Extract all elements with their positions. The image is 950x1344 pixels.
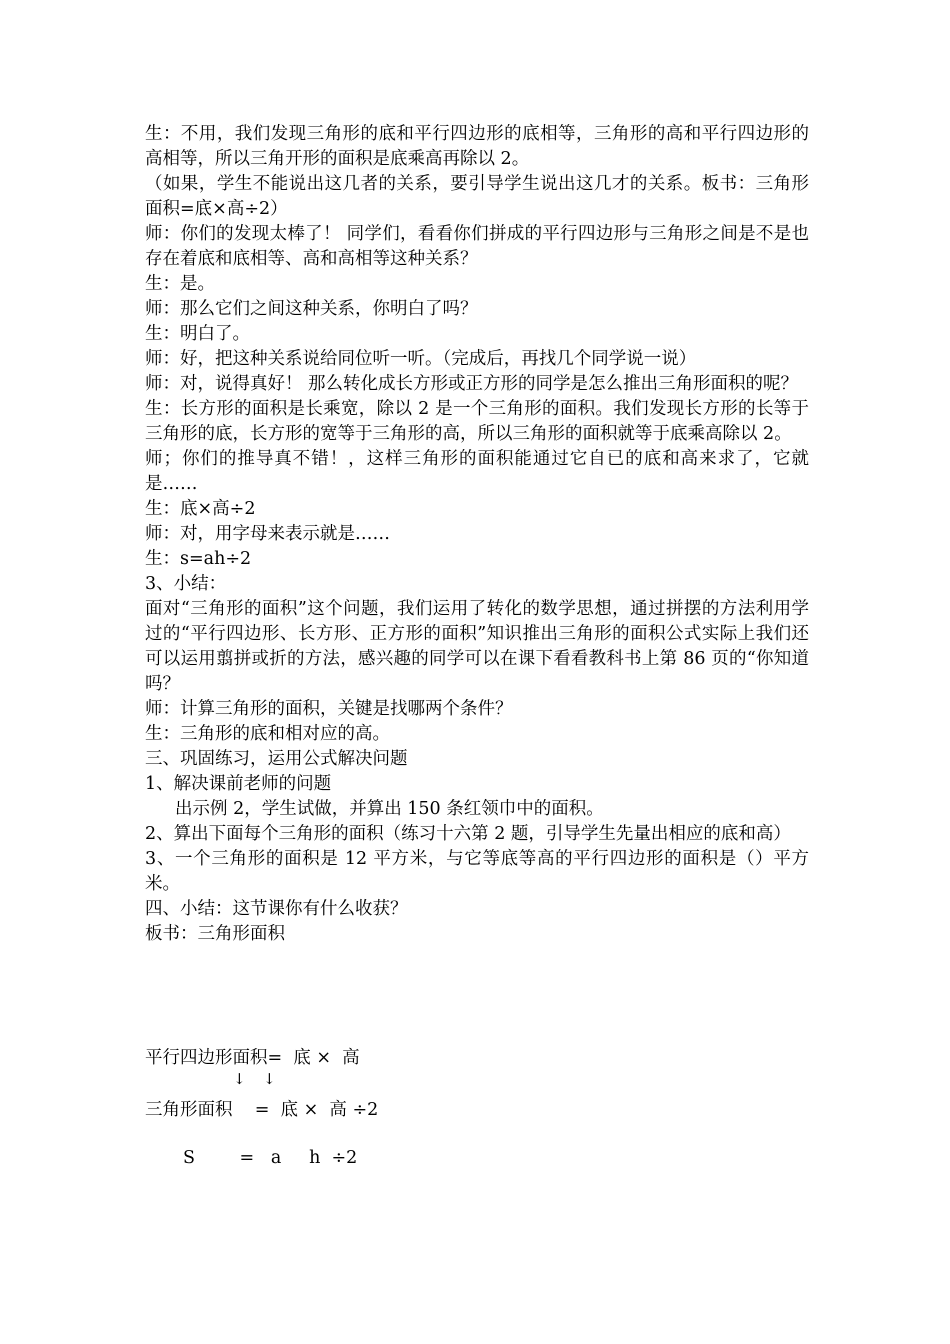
paragraph: 出示例 2，学生试做，并算出 150 条红领巾中的面积。 bbox=[175, 799, 604, 819]
paragraph: 师：你们的发现太棒了！ 同学们，看看你们拼成的平行四边形与三角形之间是不是也存在着底和底相等、高和高相等这种关系？ bbox=[145, 224, 809, 269]
paragraph: 生：是。 bbox=[145, 274, 215, 294]
section-heading: 3、小结： bbox=[145, 574, 227, 594]
paragraph: 生：明白了。 bbox=[145, 324, 250, 344]
paragraph: 生：底×高÷2 bbox=[145, 499, 256, 519]
blackboard-formula bbox=[145, 1044, 545, 1174]
document-body bbox=[145, 122, 809, 947]
paragraph: 生：长方形的面积是长乘宽，除以 2 是一个三角形的面积。我们发现长方形的长等于三角形的底，长方形的宽等于三角形的高，所以三角形的面积就等于底乘高除以 2。 bbox=[145, 399, 809, 444]
paragraph: 师：那么它们之间这种关系，你明白了吗？ bbox=[145, 299, 478, 319]
paragraph: 3、一个三角形的面积是 12 平方米，与它等底等高的平行四边形的面积是（）平方米。 bbox=[145, 849, 809, 894]
paragraph: 2、算出下面每个三角形的面积（练习十六第 2 题，引导学生先量出相应的底和高） bbox=[145, 824, 791, 844]
paragraph: 生：s=ah÷2 bbox=[145, 549, 252, 569]
formula-triangle: 三角形面积 = 底 × 高 ÷2 bbox=[145, 1100, 379, 1120]
paragraph: 生：三角形的底和相对应的高。 bbox=[145, 724, 390, 744]
paragraph: 师；你们的推导真不错！，这样三角形的面积能通过它自已的底和高来求了，它就是…… bbox=[145, 449, 809, 494]
paragraph: 面对“三角形的面积”这个问题，我们运用了转化的数学思想，通过拼摆的方法利用学过的“平行四边形、长方形、正方形的面积”知识推出三角形的面积公式实际上我们还可以运用翦拼或折的方法，感兴趣的同学可以在课下看看教科书上第 86 页的“你知道吗？ bbox=[145, 599, 809, 694]
paragraph: 师：好，把这种关系说给同位听一听。（完成后，再找几个同学说一说） bbox=[145, 349, 697, 369]
formula-parallelogram: 平行四边形面积= 底 × 高 bbox=[145, 1048, 360, 1068]
paragraph: 板书：三角形面积 bbox=[145, 924, 285, 944]
paragraph: 生：不用，我们发现三角形的底和平行四边形的底相等，三角形的高和平行四边形的高相等，所以三角开形的面积是底乘高再除以 2。 bbox=[145, 124, 809, 169]
section-heading: 三、巩固练习，运用公式解决问题 bbox=[145, 749, 408, 769]
down-arrow-icon: ↓ bbox=[263, 1070, 276, 1088]
down-arrow-icon: ↓ bbox=[233, 1070, 246, 1088]
paragraph: 师：对，说得真好！ 那么转化成长方形或正方形的同学是怎么推出三角形面积的呢？ bbox=[145, 374, 799, 394]
paragraph: （如果，学生不能说出这几者的关系，要引导学生说出这几才的关系。板书：三角形面积=底×高÷2） bbox=[145, 174, 809, 219]
paragraph: 师：对，用字母来表示就是…… bbox=[145, 524, 390, 544]
paragraph: 1、解决课前老师的问题 bbox=[145, 774, 332, 794]
paragraph: 师：计算三角形的面积，关键是找哪两个条件？ bbox=[145, 699, 513, 719]
section-heading: 四、小结：这节课你有什么收获？ bbox=[145, 899, 408, 919]
formula-letters: S = a h ÷2 bbox=[183, 1148, 358, 1168]
